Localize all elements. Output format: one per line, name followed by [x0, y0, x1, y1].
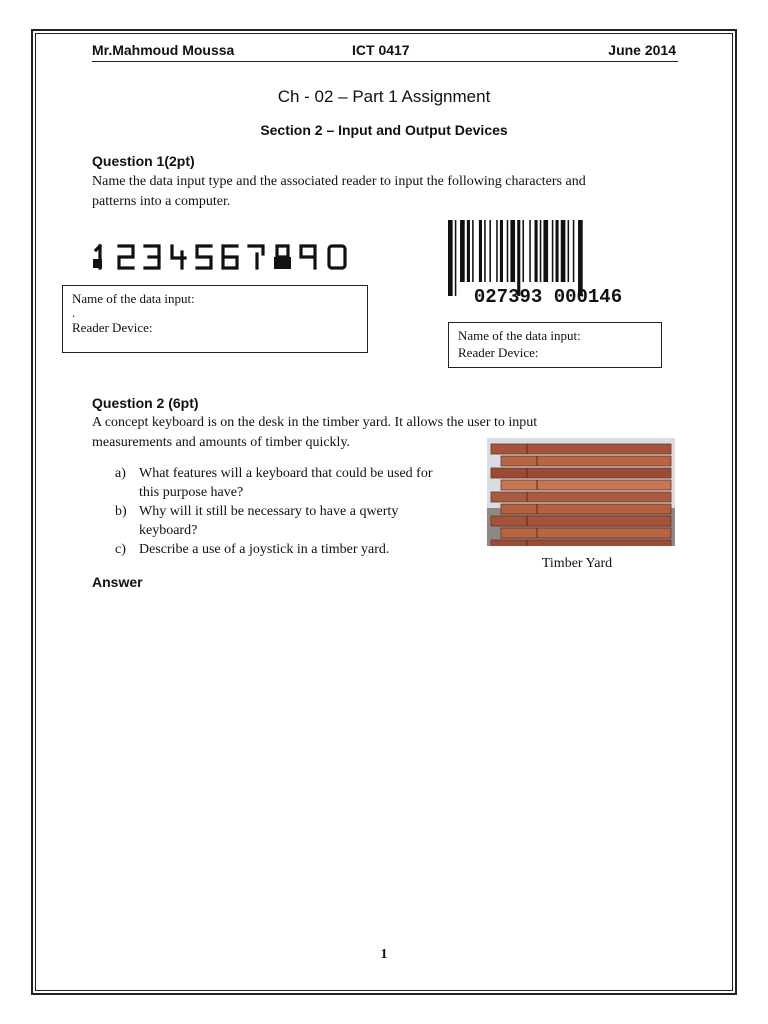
ocr-digit-characters — [92, 242, 354, 272]
header-rule — [92, 61, 678, 62]
digit-1 — [93, 246, 102, 268]
question1-heading: Question 1(2pt) — [92, 153, 195, 169]
barcode-bar — [448, 220, 453, 296]
question2-heading: Question 2 (6pt) — [92, 395, 199, 411]
barcode-bar — [507, 220, 509, 282]
list-item-mark: a) — [115, 466, 126, 481]
timber-plank — [491, 492, 671, 502]
barcode-bar — [500, 220, 503, 282]
box-right-reader-label: Reader Device: — [458, 345, 539, 360]
answer-box-right[interactable] — [448, 322, 662, 368]
barcode-bar — [517, 220, 520, 296]
barcode-bar — [535, 220, 538, 282]
box-left-dot: . — [72, 305, 76, 320]
question1-text-line2: patterns into a computer. — [92, 194, 231, 209]
list-item-text: this purpose have? — [139, 485, 244, 500]
page-number: 1 — [380, 947, 388, 962]
digit-8 — [274, 246, 291, 269]
timber-plank — [501, 528, 671, 538]
barcode-bar — [489, 220, 491, 282]
timber-plank — [501, 504, 671, 514]
question2-list — [115, 464, 475, 559]
digit-2 — [119, 246, 133, 268]
image-caption: Timber Yard — [541, 556, 613, 571]
barcode-bar — [467, 220, 470, 282]
answer-box-left[interactable] — [62, 285, 368, 353]
barcode-bar — [573, 220, 575, 282]
timber-plank — [491, 516, 671, 526]
list-item-mark: b) — [115, 504, 127, 519]
header-date: June 2014 — [608, 42, 676, 58]
barcode-bar — [510, 220, 515, 282]
barcode-bar — [479, 220, 482, 282]
barcode-bar — [543, 220, 548, 282]
barcode-bar — [460, 220, 465, 282]
question2-text-line2: measurements and amounts of timber quickly. — [92, 435, 351, 450]
digit-6 — [223, 246, 237, 268]
barcode-bar — [484, 220, 486, 282]
digit-0 — [329, 246, 345, 268]
timber-yard-image — [487, 438, 675, 546]
list-item — [115, 502, 475, 540]
barcode-bar — [455, 220, 457, 296]
box-left-reader-label: Reader Device: — [72, 320, 153, 335]
list-item-text: Describe a use of a joystick in a timber yard. — [139, 542, 390, 557]
digit-4 — [172, 246, 185, 268]
list-item-text: Why will it still be necessary to have a qwerty — [139, 504, 399, 519]
box-right-name-label: Name of the data input: — [458, 328, 581, 343]
list-item-mark: c) — [115, 542, 126, 557]
barcode-bar — [496, 220, 498, 282]
timber-plank — [491, 444, 671, 454]
digit-9 — [301, 246, 315, 268]
barcode-bar — [561, 220, 566, 282]
question2-text-line1: A concept keyboard is on the desk in the timber yard. It allows the user to input — [92, 415, 538, 430]
barcode-bar — [540, 220, 542, 282]
timber-plank — [501, 480, 671, 490]
barcode-number: 027393 000146 — [473, 286, 623, 306]
page-title: Ch - 02 – Part 1 Assignment — [277, 87, 491, 106]
box-left-name-label: Name of the data input: — [72, 291, 195, 306]
digit-7 — [249, 246, 263, 268]
list-item-text: What features will a keyboard that could be used for — [139, 466, 433, 481]
timber-plank — [501, 456, 671, 466]
section-title: Section 2 – Input and Output Devices — [260, 122, 508, 138]
digit-3 — [145, 246, 159, 268]
header-author: Mr.Mahmoud Moussa — [92, 42, 235, 58]
barcode-bar — [556, 220, 559, 282]
barcode-bar — [529, 220, 531, 282]
list-item-text: keyboard? — [139, 523, 198, 538]
barcode-bars — [448, 220, 583, 296]
list-item — [115, 540, 475, 559]
timber-plank — [491, 540, 671, 546]
barcode-bar — [568, 220, 570, 282]
question1-text-line1: Name the data input type and the associated reader to input the following characters and — [92, 174, 586, 189]
header-course: ICT 0417 — [352, 42, 410, 58]
timber-plank — [491, 468, 671, 478]
answer-heading: Answer — [92, 574, 143, 590]
barcode-bar — [522, 220, 524, 282]
barcode-bar — [552, 220, 554, 282]
barcode-image — [446, 218, 650, 306]
barcode-bar — [472, 220, 474, 282]
list-item — [115, 464, 475, 502]
timber-planks — [491, 444, 671, 546]
barcode-bar — [578, 220, 583, 296]
digit-5 — [197, 246, 211, 268]
